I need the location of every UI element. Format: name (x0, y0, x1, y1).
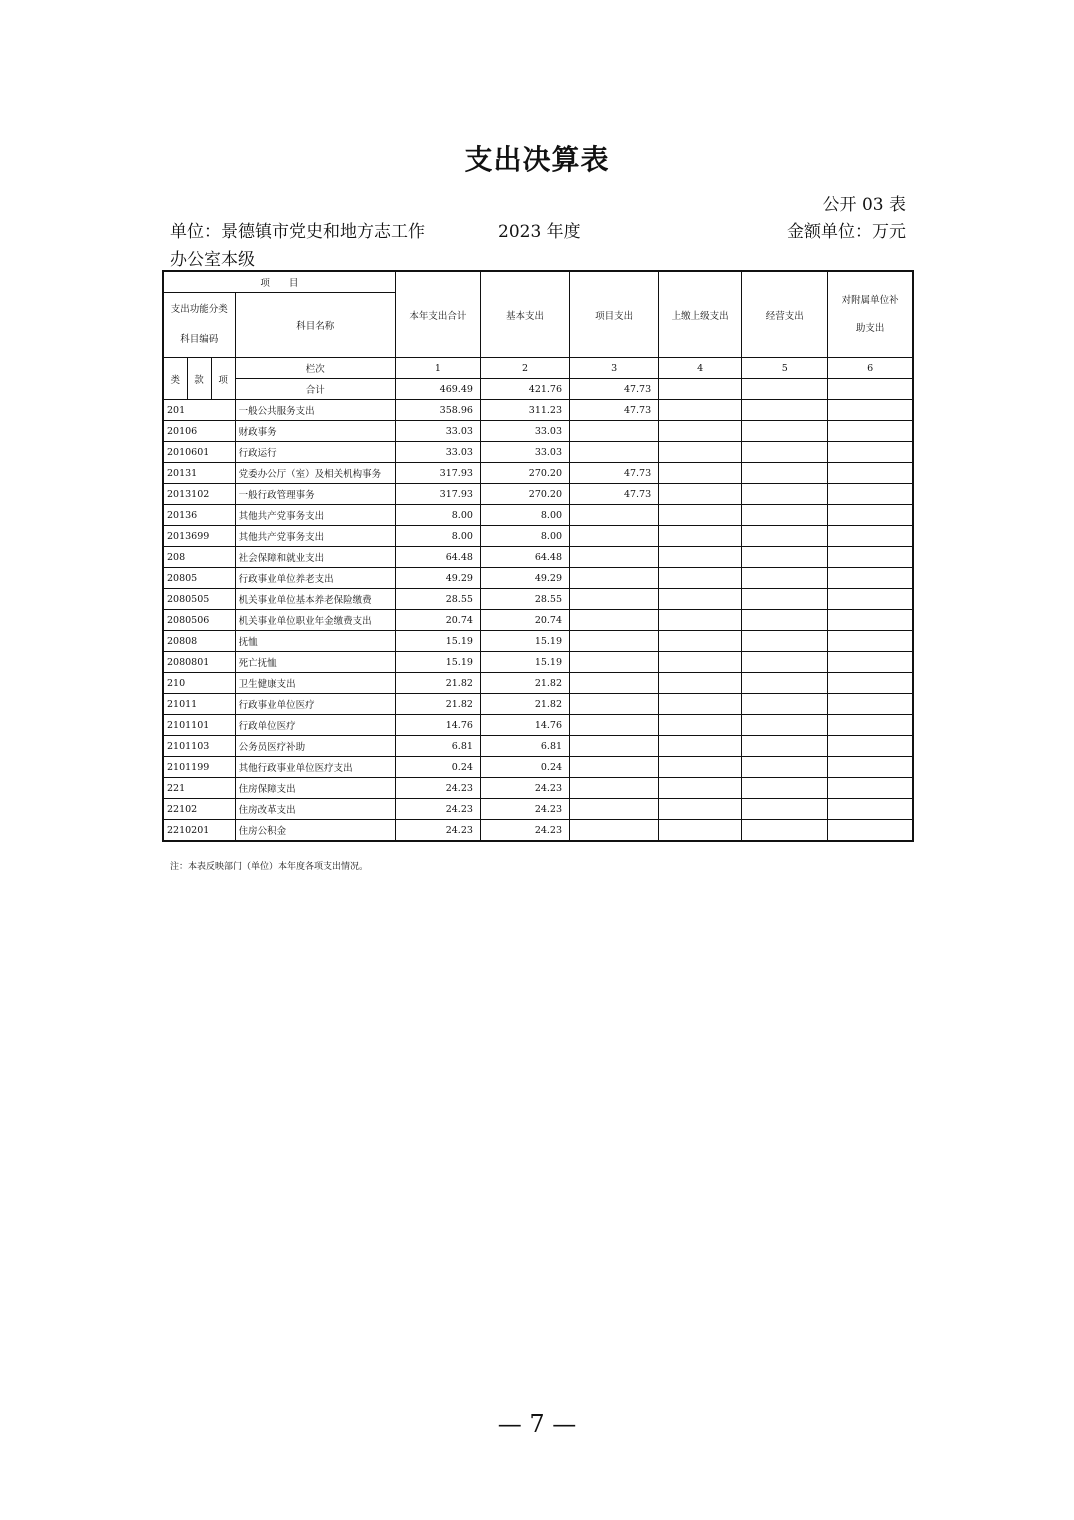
row-operating (742, 715, 828, 736)
table-row (163, 610, 913, 631)
row-upper (659, 673, 742, 694)
row-basic: 8.00 (480, 526, 569, 547)
header-lanci: 栏次 (235, 358, 395, 379)
row-code: 22102 (163, 799, 235, 820)
table-row (163, 673, 913, 694)
table-row (163, 526, 913, 547)
row-upper (659, 589, 742, 610)
row-total: 14.76 (395, 715, 480, 736)
row-upper (659, 505, 742, 526)
row-project (570, 736, 659, 757)
table-row (163, 778, 913, 799)
table-row (163, 694, 913, 715)
row-name: 住房公积金 (235, 820, 395, 842)
row-subsidy (828, 547, 913, 568)
row-code: 210 (163, 673, 235, 694)
row-operating (742, 631, 828, 652)
row-code: 2080801 (163, 652, 235, 673)
total-label: 合计 (235, 379, 395, 400)
table-row (163, 715, 913, 736)
row-upper (659, 568, 742, 589)
row-total: 317.93 (395, 484, 480, 505)
row-subsidy (828, 526, 913, 547)
row-name: 行政运行 (235, 442, 395, 463)
row-operating (742, 421, 828, 442)
row-operating (742, 652, 828, 673)
row-name: 公务员医疗补助 (235, 736, 395, 757)
header-col-6: 对附属单位补助支出 (828, 271, 913, 358)
row-operating (742, 610, 828, 631)
total-row (163, 379, 913, 400)
row-basic: 21.82 (480, 673, 569, 694)
total-v3: 47.73 (570, 379, 659, 400)
row-basic: 14.76 (480, 715, 569, 736)
table-row (163, 421, 913, 442)
col-num-4: 4 (659, 358, 742, 379)
col-num-1: 1 (395, 358, 480, 379)
row-upper (659, 820, 742, 842)
row-code: 2101199 (163, 757, 235, 778)
row-operating (742, 799, 828, 820)
row-name: 行政单位医疗 (235, 715, 395, 736)
row-project (570, 778, 659, 799)
row-subsidy (828, 505, 913, 526)
row-basic: 28.55 (480, 589, 569, 610)
row-total: 15.19 (395, 631, 480, 652)
row-name: 行政事业单位养老支出 (235, 568, 395, 589)
row-subsidy (828, 589, 913, 610)
table-row (163, 568, 913, 589)
row-code: 2080506 (163, 610, 235, 631)
row-code: 20805 (163, 568, 235, 589)
row-basic: 270.20 (480, 463, 569, 484)
row-basic: 33.03 (480, 442, 569, 463)
row-name: 其他行政事业单位医疗支出 (235, 757, 395, 778)
row-name: 机关事业单位职业年金缴费支出 (235, 610, 395, 631)
row-subsidy (828, 400, 913, 421)
row-upper (659, 421, 742, 442)
row-name: 党委办公厅（室）及相关机构事务 (235, 463, 395, 484)
row-upper (659, 547, 742, 568)
row-total: 24.23 (395, 778, 480, 799)
header-col-1: 本年支出合计 (395, 271, 480, 358)
row-upper (659, 442, 742, 463)
row-name: 死亡抚恤 (235, 652, 395, 673)
row-code: 201 (163, 400, 235, 421)
unit-label: 单位：景德镇市党史和地方志工作办公室本级 (170, 222, 425, 270)
row-code: 20808 (163, 631, 235, 652)
row-upper (659, 631, 742, 652)
total-v2: 421.76 (480, 379, 569, 400)
row-operating (742, 778, 828, 799)
table-row (163, 442, 913, 463)
row-project (570, 421, 659, 442)
table-row (163, 799, 913, 820)
row-subsidy (828, 715, 913, 736)
row-subsidy (828, 484, 913, 505)
row-name: 其他共产党事务支出 (235, 505, 395, 526)
row-operating (742, 568, 828, 589)
row-name: 财政事务 (235, 421, 395, 442)
row-project: 47.73 (570, 463, 659, 484)
page-title: 支出决算表 (464, 143, 610, 176)
row-name: 一般公共服务支出 (235, 400, 395, 421)
row-project (570, 652, 659, 673)
row-code: 2080505 (163, 589, 235, 610)
row-code: 21011 (163, 694, 235, 715)
table-row (163, 547, 913, 568)
col-num-3: 3 (570, 358, 659, 379)
form-number: 公开 03 表 (822, 195, 906, 215)
row-basic: 311.23 (480, 400, 569, 421)
row-project (570, 589, 659, 610)
row-subsidy (828, 463, 913, 484)
page-number: — 7 — (497, 1410, 577, 1438)
row-total: 33.03 (395, 421, 480, 442)
total-v1: 469.49 (395, 379, 480, 400)
row-project (570, 820, 659, 842)
row-upper (659, 757, 742, 778)
row-basic: 15.19 (480, 652, 569, 673)
row-basic: 24.23 (480, 799, 569, 820)
table-row (163, 631, 913, 652)
col-num-6: 6 (828, 358, 913, 379)
row-basic: 8.00 (480, 505, 569, 526)
row-operating (742, 400, 828, 421)
row-project (570, 547, 659, 568)
row-subsidy (828, 694, 913, 715)
row-subsidy (828, 631, 913, 652)
row-total: 317.93 (395, 463, 480, 484)
row-upper (659, 484, 742, 505)
row-operating (742, 736, 828, 757)
row-name: 一般行政管理事务 (235, 484, 395, 505)
row-operating (742, 589, 828, 610)
header-col-5: 经营支出 (742, 271, 828, 358)
row-subsidy (828, 757, 913, 778)
row-subsidy (828, 442, 913, 463)
row-project (570, 568, 659, 589)
table-row (163, 652, 913, 673)
row-subsidy (828, 610, 913, 631)
row-project: 47.73 (570, 400, 659, 421)
row-upper (659, 736, 742, 757)
row-basic: 270.20 (480, 484, 569, 505)
table-row (163, 484, 913, 505)
row-project (570, 757, 659, 778)
row-operating (742, 820, 828, 842)
row-operating (742, 673, 828, 694)
table-row (163, 400, 913, 421)
row-basic: 21.82 (480, 694, 569, 715)
row-upper (659, 715, 742, 736)
row-code: 2010601 (163, 442, 235, 463)
row-total: 0.24 (395, 757, 480, 778)
row-subsidy (828, 736, 913, 757)
row-operating (742, 505, 828, 526)
row-code: 2210201 (163, 820, 235, 842)
row-subsidy (828, 673, 913, 694)
header-xiang: 项 (211, 358, 235, 400)
row-project (570, 610, 659, 631)
row-upper (659, 799, 742, 820)
header-col-2: 基本支出 (480, 271, 569, 358)
row-code: 20131 (163, 463, 235, 484)
row-name: 社会保障和就业支出 (235, 547, 395, 568)
row-code: 208 (163, 547, 235, 568)
row-name: 机关事业单位基本养老保险缴费 (235, 589, 395, 610)
row-total: 24.23 (395, 799, 480, 820)
row-project (570, 505, 659, 526)
row-upper (659, 610, 742, 631)
header-col-3: 项目支出 (570, 271, 659, 358)
table-row (163, 505, 913, 526)
row-operating (742, 484, 828, 505)
row-subsidy (828, 652, 913, 673)
table-row (163, 589, 913, 610)
row-subsidy (828, 421, 913, 442)
row-name: 抚恤 (235, 631, 395, 652)
row-subsidy (828, 799, 913, 820)
row-code: 221 (163, 778, 235, 799)
row-project (570, 673, 659, 694)
col-num-5: 5 (742, 358, 828, 379)
money-unit-label: 金额单位：万元 (787, 222, 906, 242)
row-total: 8.00 (395, 505, 480, 526)
row-name: 其他共产党事务支出 (235, 526, 395, 547)
row-project: 47.73 (570, 484, 659, 505)
footnote: 注：本表反映部门（单位）本年度各项支出情况。 (170, 862, 369, 872)
header-func-code: 支出功能分类科目编码 (163, 293, 235, 358)
row-project (570, 442, 659, 463)
col-num-2: 2 (480, 358, 569, 379)
row-total: 358.96 (395, 400, 480, 421)
row-total: 49.29 (395, 568, 480, 589)
row-code: 20106 (163, 421, 235, 442)
row-name: 卫生健康支出 (235, 673, 395, 694)
row-basic: 24.23 (480, 820, 569, 842)
table-row (163, 463, 913, 484)
table-row (163, 736, 913, 757)
row-subsidy (828, 820, 913, 842)
row-total: 24.23 (395, 820, 480, 842)
row-basic: 64.48 (480, 547, 569, 568)
row-name: 住房保障支出 (235, 778, 395, 799)
row-total: 8.00 (395, 526, 480, 547)
row-project (570, 631, 659, 652)
row-upper (659, 778, 742, 799)
row-basic: 0.24 (480, 757, 569, 778)
row-total: 28.55 (395, 589, 480, 610)
row-operating (742, 757, 828, 778)
row-code: 2101103 (163, 736, 235, 757)
row-basic: 24.23 (480, 778, 569, 799)
row-code: 2013699 (163, 526, 235, 547)
row-name: 行政事业单位医疗 (235, 694, 395, 715)
row-operating (742, 463, 828, 484)
row-total: 64.48 (395, 547, 480, 568)
table-row (163, 757, 913, 778)
row-total: 21.82 (395, 694, 480, 715)
row-name: 住房改革支出 (235, 799, 395, 820)
row-subsidy (828, 778, 913, 799)
row-operating (742, 526, 828, 547)
row-upper (659, 694, 742, 715)
row-project (570, 715, 659, 736)
header-subject-name: 科目名称 (235, 293, 395, 358)
table-row (163, 820, 913, 842)
row-operating (742, 694, 828, 715)
row-basic: 20.74 (480, 610, 569, 631)
row-total: 6.81 (395, 736, 480, 757)
header-kuan: 款 (187, 358, 211, 400)
row-project (570, 526, 659, 547)
row-operating (742, 442, 828, 463)
header-col-4: 上缴上级支出 (659, 271, 742, 358)
row-project (570, 694, 659, 715)
row-basic: 49.29 (480, 568, 569, 589)
header-cat: 类 (163, 358, 187, 400)
row-total: 21.82 (395, 673, 480, 694)
row-code: 2013102 (163, 484, 235, 505)
row-total: 33.03 (395, 442, 480, 463)
row-code: 2101101 (163, 715, 235, 736)
row-total: 20.74 (395, 610, 480, 631)
row-upper (659, 652, 742, 673)
row-basic: 15.19 (480, 631, 569, 652)
row-code: 20136 (163, 505, 235, 526)
expenditure-table (162, 270, 914, 842)
row-upper (659, 526, 742, 547)
row-upper (659, 463, 742, 484)
year-label: 2023 年度 (498, 222, 581, 242)
row-project (570, 799, 659, 820)
header-project: 项 目 (163, 271, 395, 293)
row-basic: 6.81 (480, 736, 569, 757)
row-upper (659, 400, 742, 421)
row-total: 15.19 (395, 652, 480, 673)
row-basic: 33.03 (480, 421, 569, 442)
row-subsidy (828, 568, 913, 589)
row-operating (742, 547, 828, 568)
